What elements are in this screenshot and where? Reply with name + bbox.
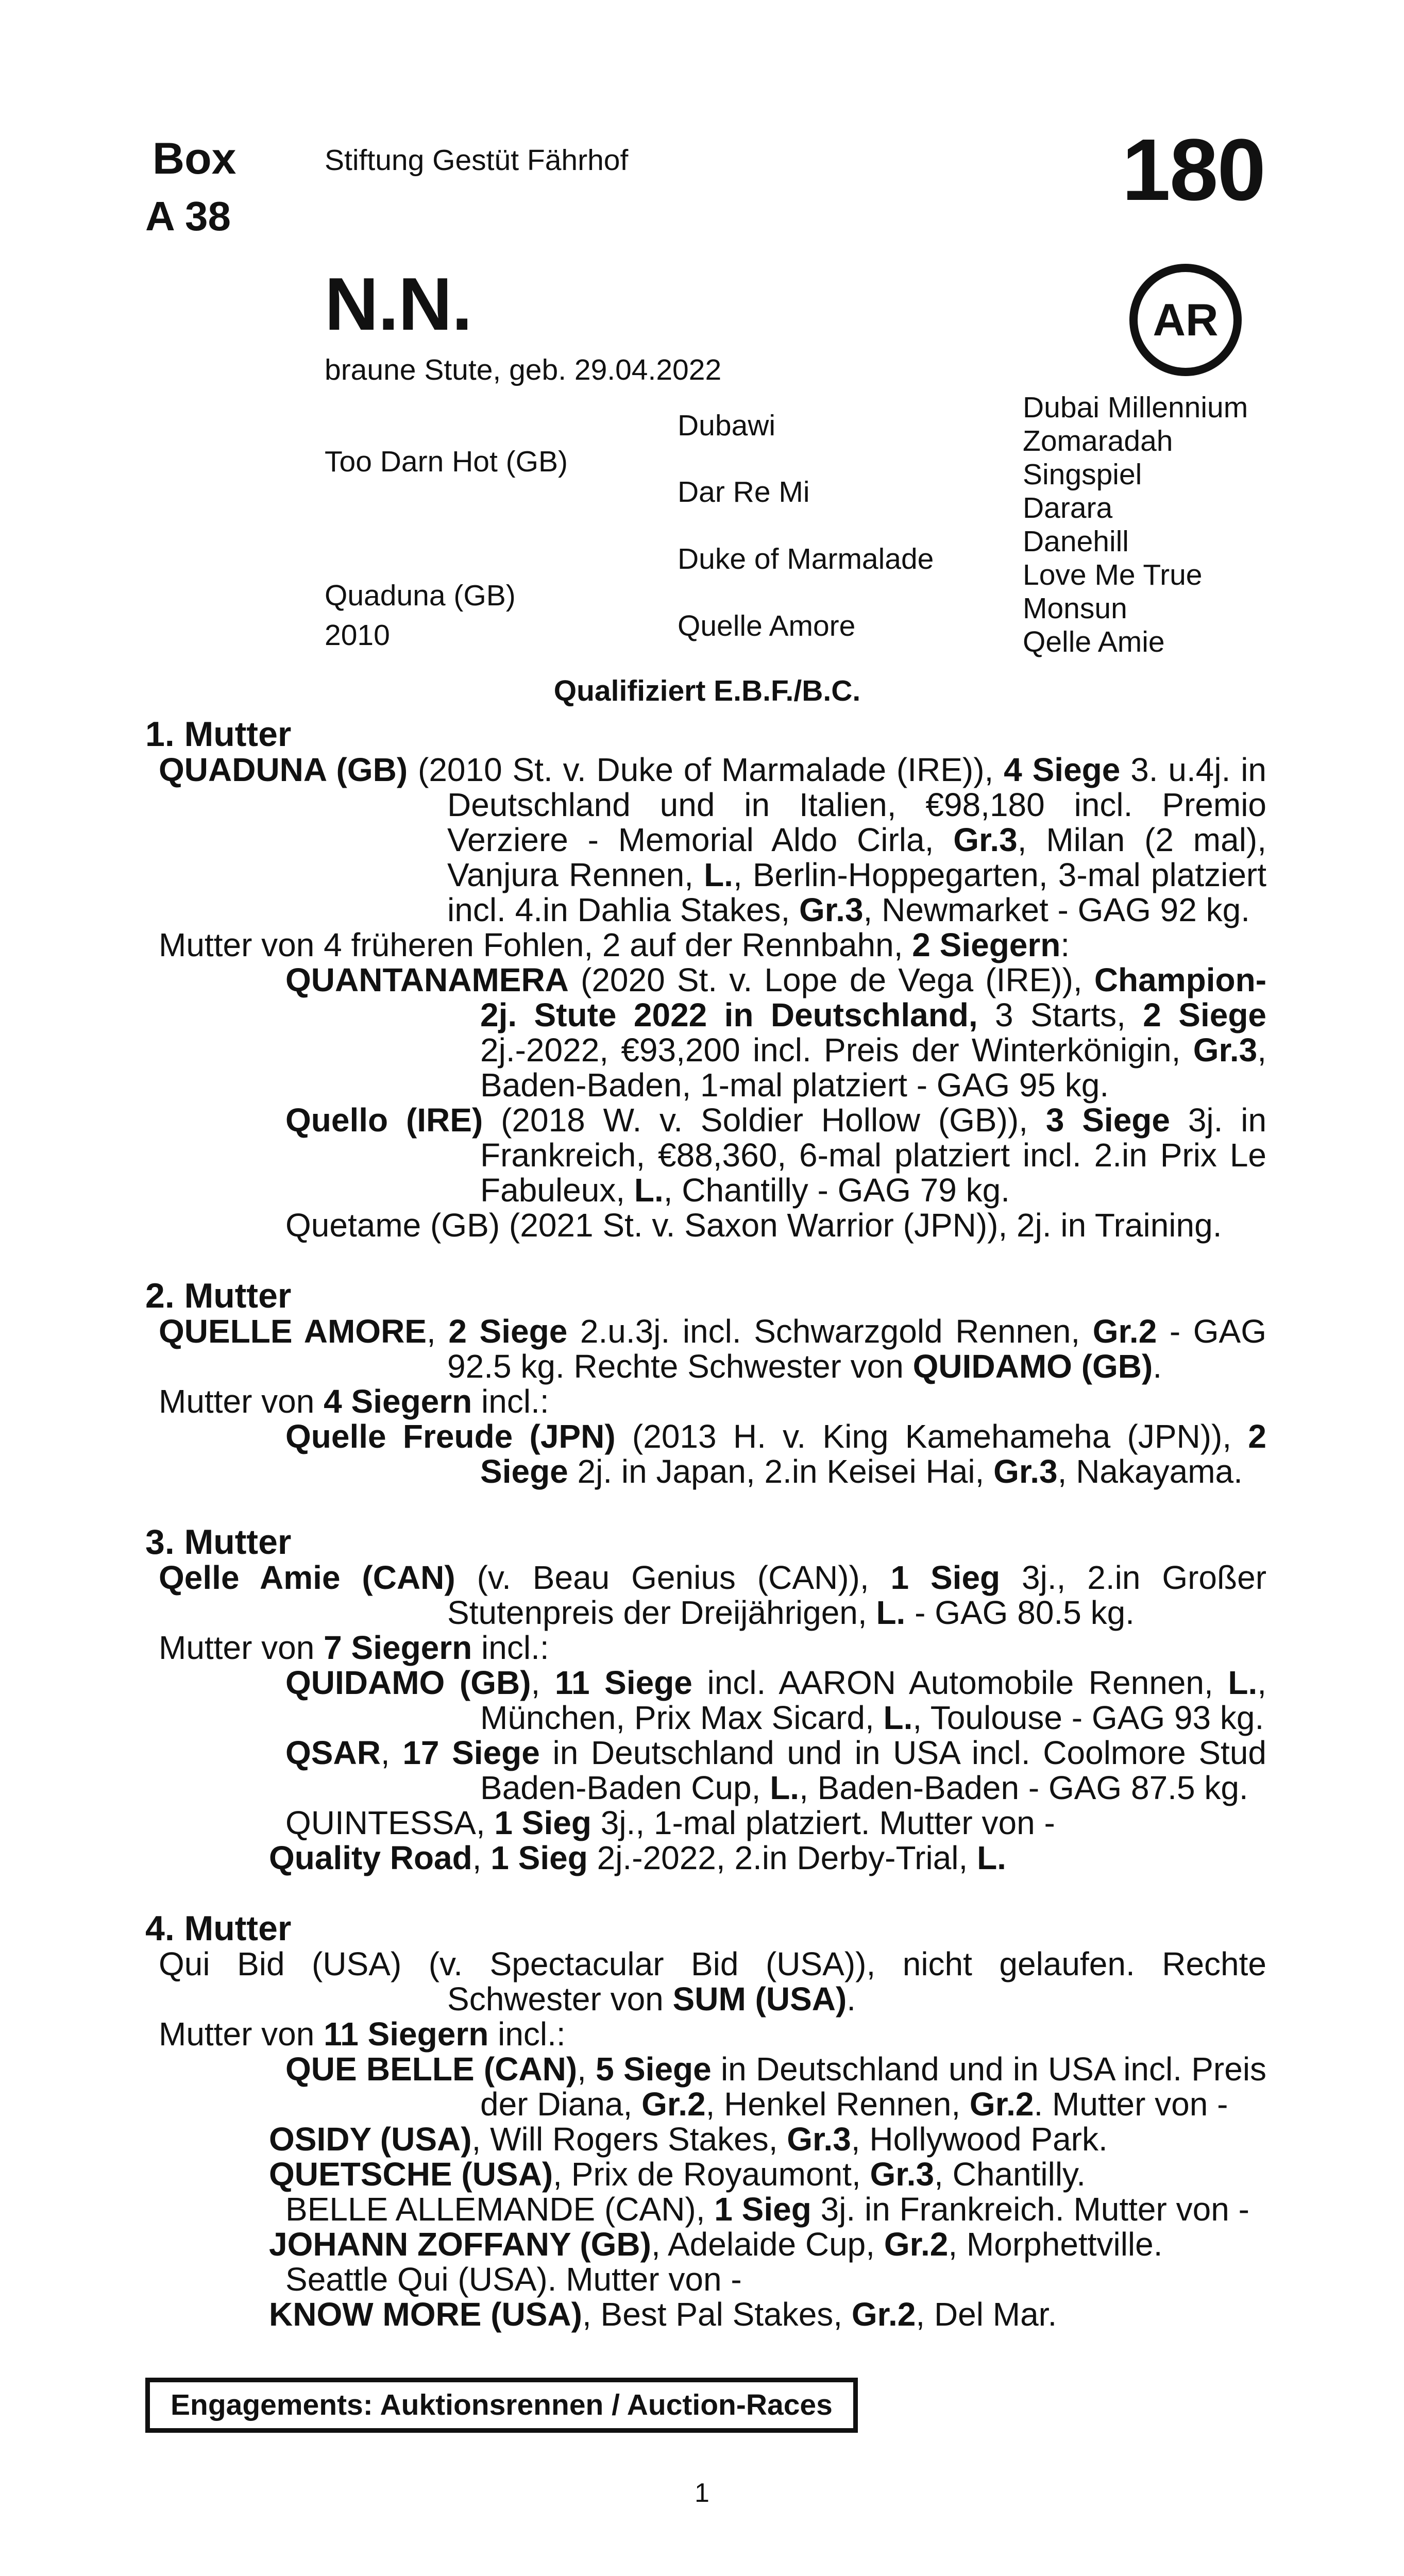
second-dam-entry: QUELLE AMORE, 2 Siege 2.u.3j. incl. Schwarzgold Rennen, Gr.2 - GAG 92.5 kg. Rechte Schwester von QUIDAMO (GB). [159, 1313, 1267, 1385]
grand-produce-entry: OSIDY (USA), Will Rogers Stakes, Gr.3, Hollywood Park. [269, 2121, 1108, 2158]
pedigree-ggp: Danehill [1023, 525, 1129, 558]
pedigree-ggp: Dubai Millennium [1023, 391, 1248, 424]
third-dam-entry: Qelle Amie (CAN) (v. Beau Genius (CAN)), 1 Sieg 3j., 2.in Großer Stutenpreis der Dreijährigen, L. - GAG 80.5 kg. [159, 1559, 1266, 1631]
grand-produce-entry: KNOW MORE (USA), Best Pal Stakes, Gr.2, Del Mar. [269, 2296, 1057, 2333]
fourth-dam-entry: Qui Bid (USA) (v. Spectacular Bid (USA)), nicht gelaufen. Rechte Schwester von SUM (USA). [159, 1945, 1266, 2018]
second-dam-produce-summary: Mutter von 4 Siegern incl.: [159, 1383, 549, 1420]
third-dam-heading: 3. Mutter [145, 1522, 292, 1562]
produce-entry: Quello (IRE) (2018 W. v. Soldier Hollow (GB)), 3 Siege 3j. in Frankreich, €88,360, 6-mal platziert incl. 2.in Prix Le Fabuleux, L., Chantilly - GAG 79 kg. [285, 1101, 1267, 1209]
produce-entry: QUIDAMO (GB), 11 Siege incl. AARON Automobile Rennen, L., München, Prix Max Sicard, L., Toulouse - GAG 93 kg. [285, 1664, 1267, 1736]
produce-entry: Seattle Qui (USA). Mutter von - [285, 2261, 742, 2298]
pedigree-dam-year: 2010 [325, 619, 390, 652]
produce-entry: Quelle Freude (JPN) (2013 H. v. King Kamehameha (JPN)), 2 Siege 2j. in Japan, 2.in Keisei Hai, Gr.3, Nakayama. [285, 1418, 1267, 1490]
produce-entry: QUANTANAMERA (2020 St. v. Lope de Vega (IRE)), Champion-2j. Stute 2022 in Deutschland, 3 Starts, 2 Siege 2j.-2022, €93,200 incl. Preis der Winterkönigin, Gr.3, Baden-Baden, 1-mal platziert - GAG 95 kg. [285, 961, 1266, 1104]
produce-entry: Quetame (GB) (2021 St. v. Saxon Warrior (JPN)), 2j. in Training. [285, 1207, 1222, 1244]
pedigree-ggp: Zomaradah [1023, 425, 1173, 457]
pedigree-dam: Quaduna (GB) [325, 579, 516, 612]
box-number: A 38 [145, 193, 231, 239]
first-dam-produce-summary: Mutter von 4 früheren Fohlen, 2 auf der Rennbahn, 2 Siegern: [159, 926, 1070, 963]
pedigree-sire-dam: Dar Re Mi [678, 476, 810, 509]
ar-badge-label: AR [1153, 294, 1219, 345]
produce-entry: QSAR, 17 Siege in Deutschland und in USA incl. Coolmore Stud Baden-Baden Cup, L., Baden-Baden - GAG 87.5 kg. [285, 1734, 1267, 1806]
engagements-box: Engagements: Auktionsrennen / Auction-Races [145, 2378, 858, 2433]
grand-produce-entry: Quality Road, 1 Sieg 2j.-2022, 2.in Derby-Trial, L. [269, 1839, 1006, 1876]
first-dam-heading: 1. Mutter [145, 715, 292, 754]
horse-name: N.N. [325, 262, 472, 346]
qualification: Qualifiziert E.B.F./B.C. [553, 674, 861, 707]
fourth-dam-produce-summary: Mutter von 11 Siegern incl.: [159, 2015, 566, 2053]
grand-produce-entry: QUETSCHE (USA), Prix de Royaumont, Gr.3, Chantilly. [269, 2156, 1086, 2193]
pedigree-dam-dam: Quelle Amore [678, 609, 856, 642]
owner: Stiftung Gestüt Fährhof [325, 144, 629, 177]
third-dam-produce-summary: Mutter von 7 Siegern incl.: [159, 1629, 549, 1666]
pedigree-sire-sire: Dubawi [678, 409, 776, 442]
lot-number: 180 [1122, 121, 1265, 219]
ar-badge [1129, 264, 1242, 376]
pedigree-dam-sire: Duke of Marmalade [678, 543, 934, 575]
pedigree-ggp: Singspiel [1023, 458, 1142, 491]
produce-entry: QUINTESSA, 1 Sieg 3j., 1-mal platziert. Mutter von - [285, 1804, 1055, 1841]
fourth-dam-heading: 4. Mutter [145, 1909, 292, 1948]
box-label: Box [153, 134, 236, 183]
family-section [145, 716, 1266, 2332]
page-number: 1 [695, 2478, 709, 2508]
produce-entry: BELLE ALLEMANDE (CAN), 1 Sieg 3j. in Frankreich. Mutter von - [285, 2191, 1249, 2228]
pedigree-ggp: Qelle Amie [1023, 625, 1165, 658]
pedigree-ggp: Darara [1023, 492, 1113, 524]
pedigree-ggp: Monsun [1023, 592, 1127, 625]
grand-produce-entry: JOHANN ZOFFANY (GB), Adelaide Cup, Gr.2, Morphettville. [269, 2226, 1163, 2263]
second-dam-heading: 2. Mutter [145, 1276, 292, 1315]
produce-entry: QUE BELLE (CAN), 5 Siege in Deutschland und in USA incl. Preis der Diana, Gr.2, Henkel Rennen, Gr.2. Mutter von - [285, 2050, 1267, 2123]
horse-description: braune Stute, geb. 29.04.2022 [325, 353, 722, 386]
first-dam-entry: QUADUNA (GB) (2010 St. v. Duke of Marmalade (IRE)), 4 Siege 3. u.4j. in Deutschland und in Italien, €98,180 incl. Premio Verziere - Memorial Aldo Cirla, Gr.3, Milan (2 mal), Vanjura Rennen, L., Berlin-Hoppegarten, 3-mal platziert incl. 4.in Dahlia Stakes, Gr.3, Newmarket - GAG 92 kg. [159, 751, 1267, 928]
pedigree-sire: Too Darn Hot (GB) [325, 445, 568, 478]
pedigree-ggp: Love Me True [1023, 558, 1203, 591]
